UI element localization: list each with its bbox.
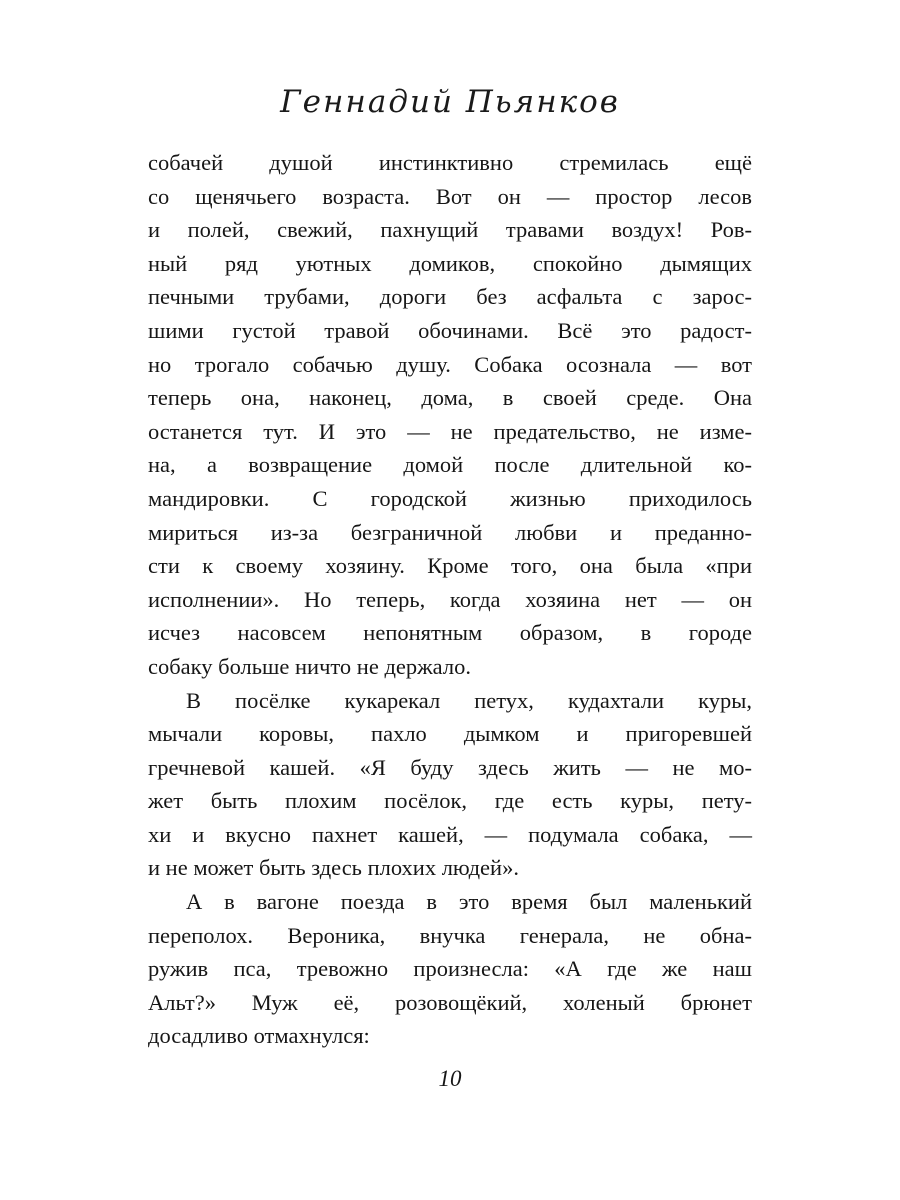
text-line: А в вагоне поезда в это время был маленький bbox=[186, 889, 752, 915]
text-line: собачей душой инстинктивно стремилась ещё bbox=[148, 150, 752, 175]
text-line: исчез насовсем непонятным образом, в городе bbox=[148, 620, 752, 646]
text-line: досадливо отмахнулся: bbox=[148, 1023, 370, 1049]
page-number: 10 bbox=[438, 1066, 462, 1091]
text-line: сти к своему хозяину. Кроме того, она была «при bbox=[148, 553, 752, 579]
text-line: Альт?» Муж её, розовощёкий, холеный брюнет bbox=[148, 989, 752, 1015]
text-line: со щенячьего возраста. Вот он — простор лесов bbox=[148, 183, 752, 209]
text-line: останется тут. И это — не предательство, не изме- bbox=[148, 418, 752, 444]
body-text bbox=[148, 146, 752, 1053]
text-line: теперь она, наконец, дома, в своей среде. Она bbox=[148, 385, 752, 411]
text-line: переполох. Вероника, внучка генерала, не обна- bbox=[148, 922, 752, 948]
text-line: В посёлке кукарекал петух, кудахтали куры, bbox=[186, 687, 752, 713]
text-line: мириться из-за безграничной любви и преданно- bbox=[148, 519, 752, 545]
text-line: собаку больше ничто не держало. bbox=[148, 653, 471, 679]
text-line: ный ряд уютных домиков, спокойно дымящих bbox=[148, 250, 752, 276]
text-line: и не может быть здесь плохих людей». bbox=[148, 855, 519, 881]
text-line: жет быть плохим посёлок, где есть куры, пету- bbox=[148, 788, 752, 814]
text-line: печными трубами, дороги без асфальта с зарос- bbox=[148, 284, 752, 310]
text-line: хи и вкусно пахнет кашей, — подумала собака, — bbox=[148, 821, 752, 847]
text-line: ружив пса, тревожно произнесла: «А где же наш bbox=[148, 956, 752, 982]
text-line: и полей, свежий, пахнущий травами воздух! Ров- bbox=[148, 217, 752, 243]
text-line: но трогало собачью душу. Собака осознала — вот bbox=[148, 351, 752, 377]
text-line: мычали коровы, пахло дымком и пригоревшей bbox=[148, 721, 752, 747]
text-line: шими густой травой обочинами. Всё это радост- bbox=[148, 317, 752, 343]
text-line: исполнении». Но теперь, когда хозяина нет — он bbox=[148, 586, 752, 612]
text-line: на, а возвращение домой после длительной ко- bbox=[148, 452, 752, 478]
author-header: Геннадий Пьянков bbox=[280, 84, 620, 120]
text-line: мандировки. С городской жизнью приходилось bbox=[148, 485, 752, 511]
text-line: гречневой кашей. «Я буду здесь жить — не мо- bbox=[148, 754, 752, 780]
